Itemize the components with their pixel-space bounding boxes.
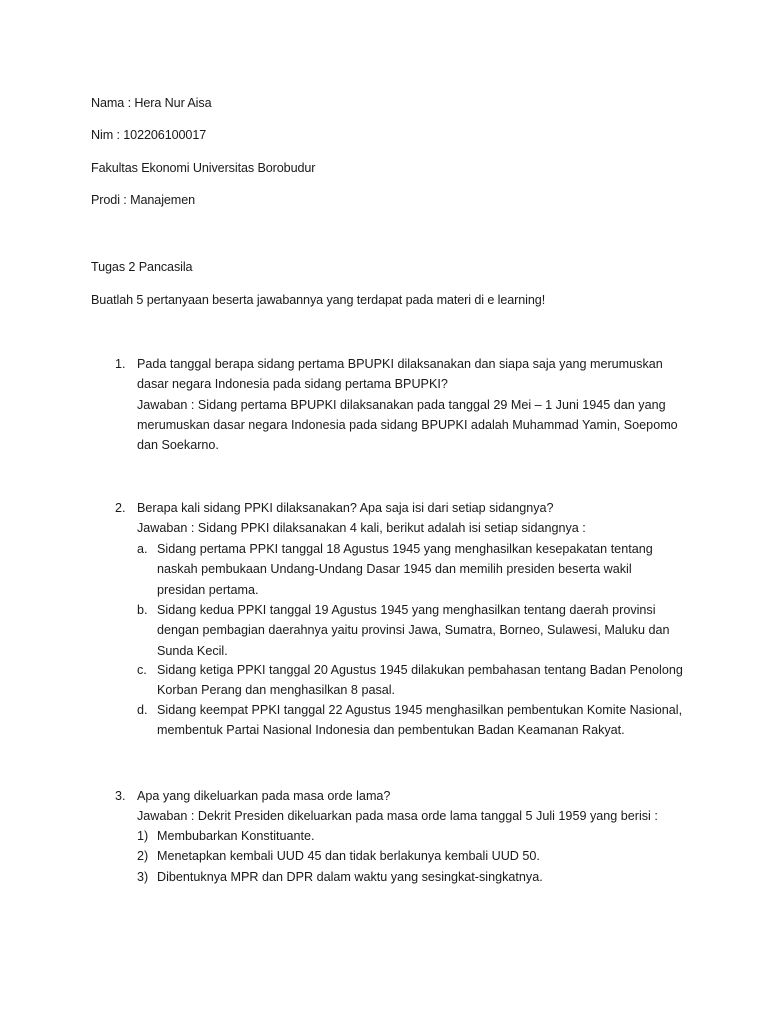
- list-item-line: presidan pertama.: [157, 582, 259, 597]
- answer-line: merumuskan dasar negara Indonesia pada sidang BPUPKI adalah Muhammad Yamin, Soepomo: [137, 417, 678, 432]
- question-line: Pada tanggal berapa sidang pertama BPUPKI dilaksanakan dan siapa saja yang merumuskan: [137, 357, 663, 371]
- question-number: 3.: [115, 789, 126, 803]
- list-marker: 2): [137, 849, 149, 863]
- list-item-line: Menetapkan kembali UUD 45 dan tidak berlakunya kembali UUD 50.: [157, 849, 540, 863]
- answer-line: Jawaban : Dekrit Presiden dikeluarkan pada masa orde lama tanggal 5 Juli 1959 yang berisi :: [137, 809, 658, 824]
- question-body: [137, 354, 697, 455]
- list-item: [157, 846, 697, 866]
- list-item: [157, 600, 697, 661]
- faculty-line: Fakultas Ekonomi Universitas Borobudur: [91, 161, 316, 175]
- question-number: 1.: [115, 357, 126, 371]
- prodi-line: Prodi : Manajemen: [91, 193, 196, 207]
- assignment-title: Tugas 2 Pancasila: [91, 260, 193, 274]
- list-item-line: Sidang pertama PPKI tanggal 18 Agustus 1945 yang menghasilkan kesepakatan tentang: [157, 542, 653, 556]
- list-item: [157, 539, 697, 600]
- student-name: Nama : Hera Nur Aisa: [91, 96, 212, 110]
- student-nim: Nim : 102206100017: [91, 128, 207, 142]
- list-marker: c.: [137, 663, 147, 677]
- question-line: Apa yang dikeluarkan pada masa orde lama?: [137, 789, 391, 803]
- list-item: [157, 826, 697, 846]
- answer-line: Jawaban : Sidang PPKI dilaksanakan 4 kali, berikut adalah isi setiap sidangnya :: [137, 521, 586, 536]
- answer-line: dan Soekarno.: [137, 438, 219, 453]
- answer-line: Jawaban : Sidang pertama BPUPKI dilaksanakan pada tanggal 29 Mei – 1 Juni 1945 dan yang: [137, 397, 666, 412]
- list-item-line: Korban Perang dan menghasilkan 8 pasal.: [157, 683, 396, 698]
- list-item-line: Sunda Kecil.: [157, 643, 228, 658]
- list-marker: 1): [137, 829, 149, 843]
- question-body: [137, 786, 697, 827]
- list-item-line: Sidang keempat PPKI tanggal 22 Agustus 1945 menghasilkan pembentukan Komite Nasional,: [157, 703, 683, 717]
- list-item-line: Sidang ketiga PPKI tanggal 20 Agustus 1945 dilakukan pembahasan tentang Badan Penolong: [157, 663, 683, 677]
- list-item-line: membentuk Partai Nasional Indonesia dan pembentukan Badan Keamanan Rakyat.: [157, 723, 625, 738]
- list-item-line: Dibentuknya MPR dan DPR dalam waktu yang sesingkat-singkatnya.: [157, 870, 543, 884]
- list-item: [157, 700, 697, 741]
- list-item-line: dengan pembagian daerahnya yaitu provinsi Jawa, Sumatra, Borneo, Sulawesi, Maluku dan: [157, 623, 670, 638]
- list-item-line: Membubarkan Konstituante.: [157, 829, 315, 843]
- list-marker: a.: [137, 542, 148, 556]
- list-item-line: naskah pembukaan Undang-Undang Dasar 1945 dan memilih presiden beserta wakil: [157, 562, 632, 577]
- list-item-line: Sidang kedua PPKI tanggal 19 Agustus 1945 yang menghasilkan tentang daerah provinsi: [157, 603, 656, 617]
- assignment-instruction: Buatlah 5 pertanyaan beserta jawabannya yang terdapat pada materi di e learning!: [91, 293, 546, 307]
- list-marker: 3): [137, 870, 149, 884]
- list-item: [157, 660, 697, 701]
- question-line: dasar negara Indonesia pada sidang pertama BPUPKI?: [137, 377, 448, 392]
- list-marker: d.: [137, 703, 148, 717]
- question-number: 2.: [115, 501, 126, 515]
- list-marker: b.: [137, 603, 148, 617]
- question-body: [137, 498, 697, 539]
- list-item: [157, 867, 697, 887]
- question-line: Berapa kali sidang PPKI dilaksanakan? Apa saja isi dari setiap sidangnya?: [137, 501, 554, 515]
